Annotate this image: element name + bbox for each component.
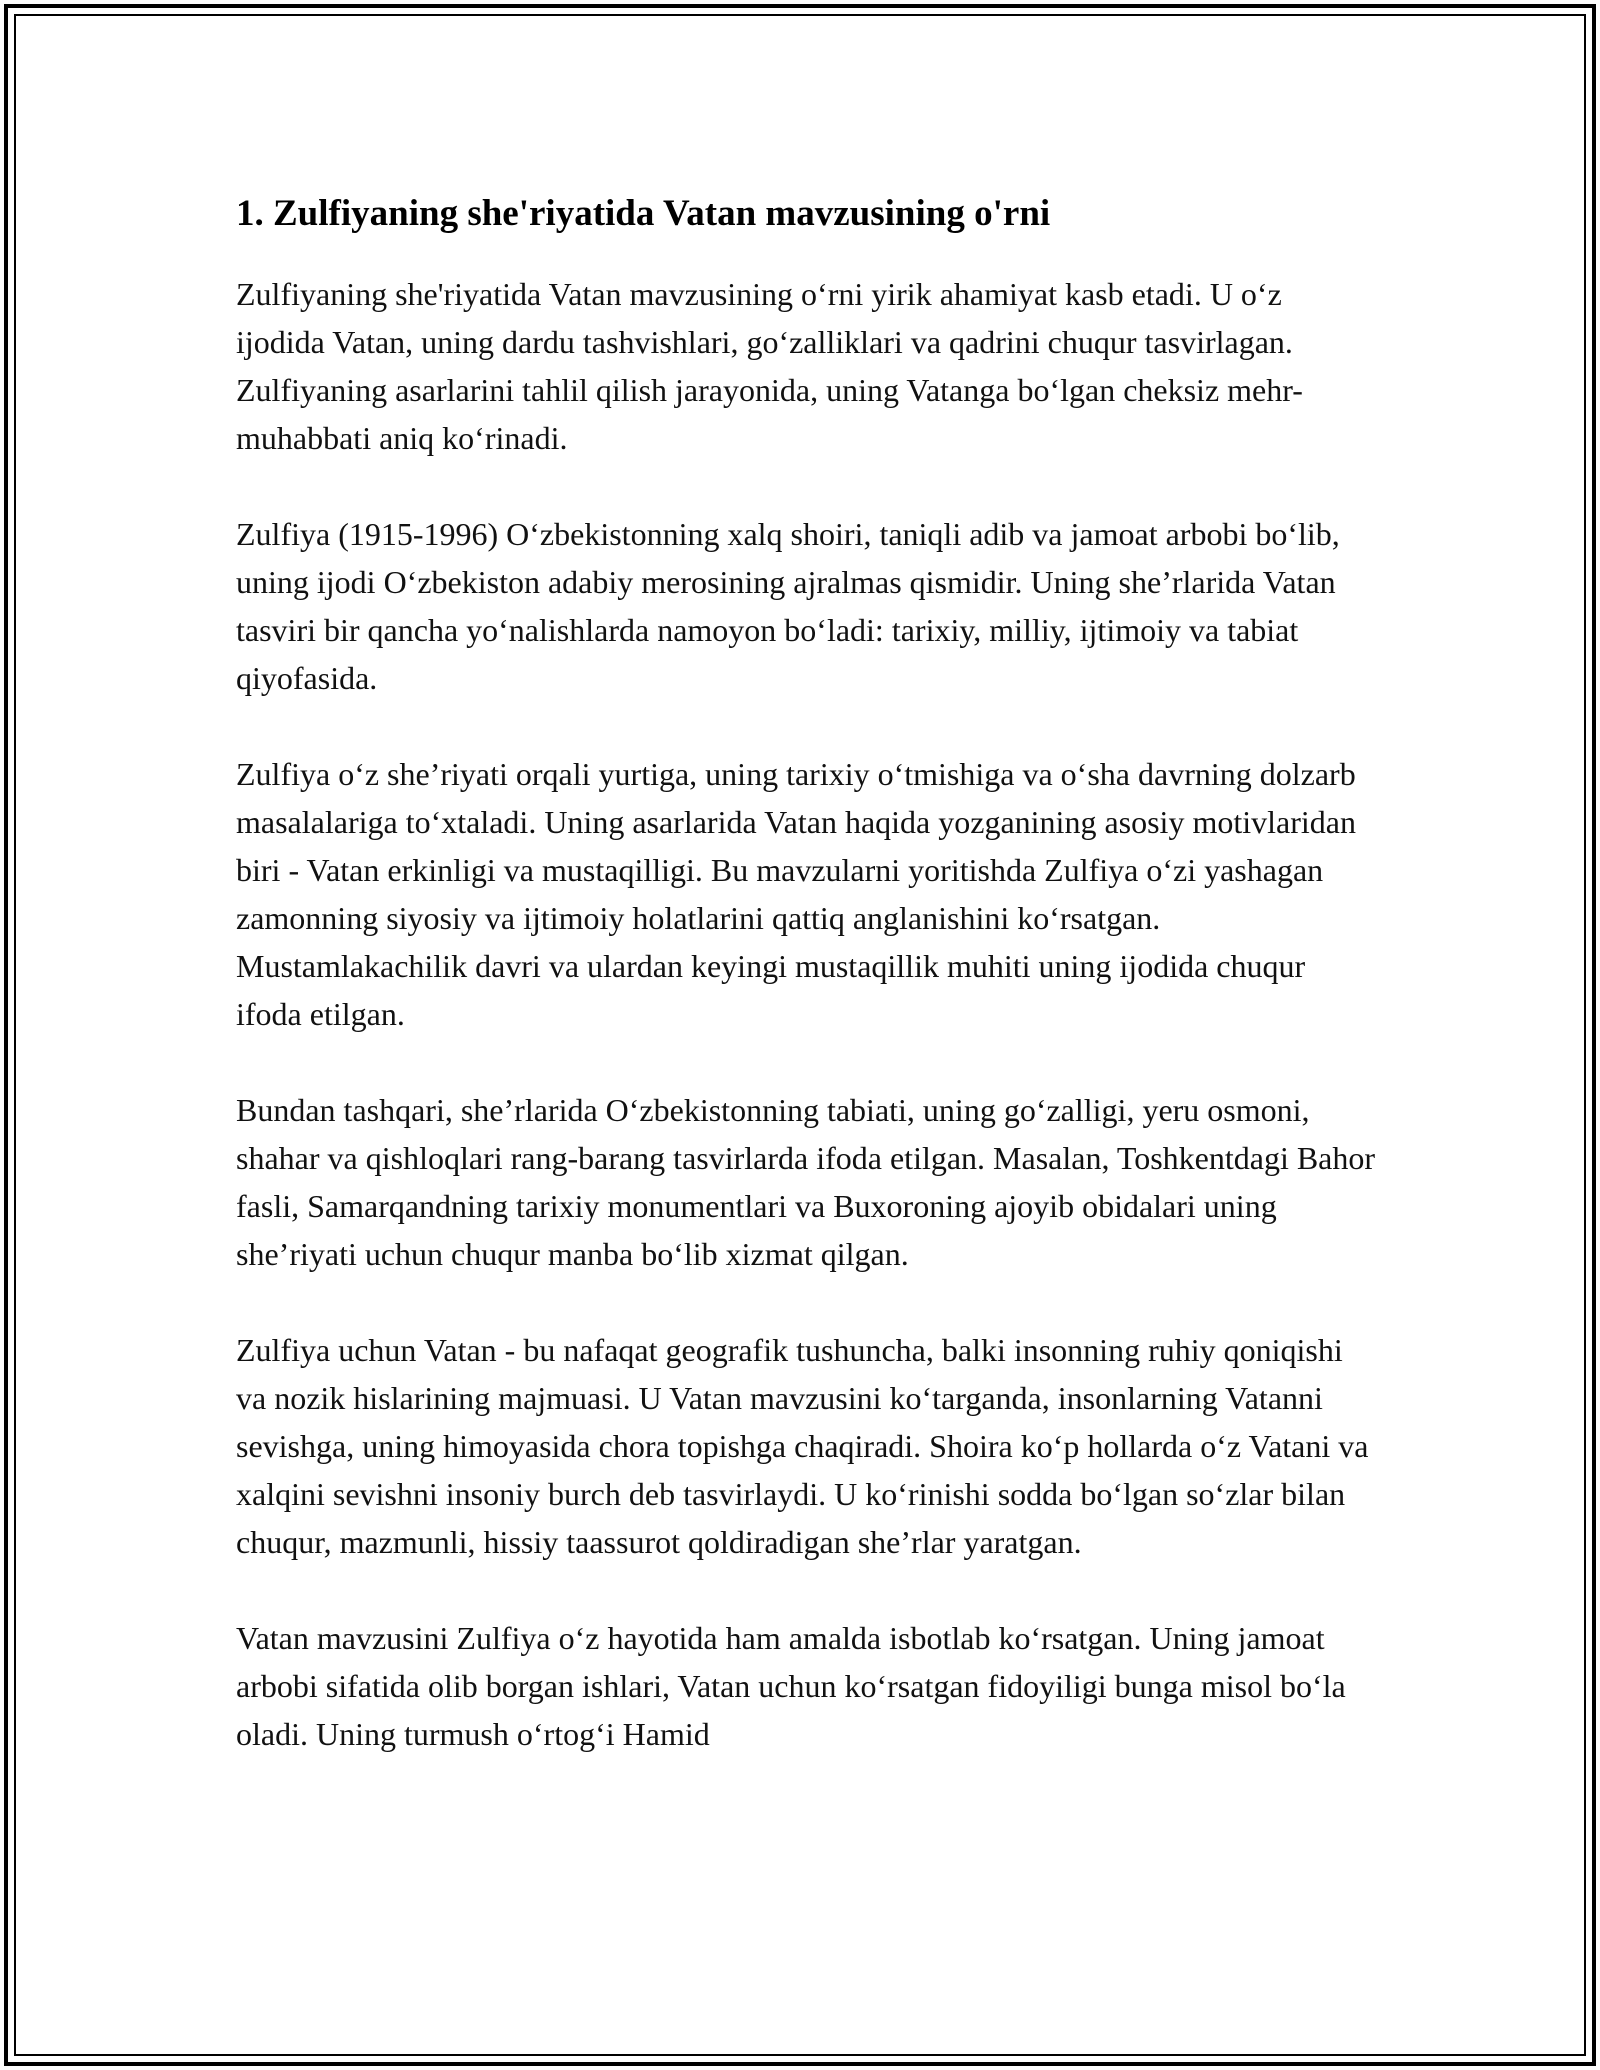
document-body xyxy=(236,184,1376,1758)
paragraph-1: Zulfiyaning she'riyatida Vatan mavzusining o‘rni yirik ahamiyat kasb etadi. U o‘z ijodida Vatan, uning dardu tashvishlari, go‘zalliklari va qadrini chuqur tasvirlagan. Zulfiyaning asarlarini tahlil qilish jarayonida, uning Vatanga bo‘lgan cheksiz mehr-muhabbati aniq ko‘rinadi. xyxy=(236,276,1303,456)
paragraph-5: Zulfiya uchun Vatan - bu nafaqat geografik tushuncha, balki insonning ruhiy qoniqishi va nozik hislarining majmuasi. U Vatan mavzusini ko‘targanda, insonlarning Vatanni sevishga, uning himoyasida chora topishga chaqiradi. Shoira ko‘p hollarda o‘z Vatani va xalqini sevishni insoniy burch deb tasvirlaydi. U ko‘rinishi sodda bo‘lgan so‘zlar bilan chuqur, mazmunli, hissiy taassurot qoldiradigan she’rlar yaratgan. xyxy=(236,1332,1369,1560)
paragraph-6: Vatan mavzusini Zulfiya o‘z hayotida ham amalda isbotlab ko‘rsatgan. Uning jamoat arbobi sifatida olib borgan ishlari, Vatan uchun ko‘rsatgan fidoyiligi bunga misol bo‘la oladi. Uning turmush o‘rtog‘i Hamid xyxy=(236,1620,1346,1752)
section-heading: 1. Zulfiyaning she'riyatida Vatan mavzusining o'rni xyxy=(236,193,1051,234)
paragraph-4: Bundan tashqari, she’rlarida O‘zbekistonning tabiati, uning go‘zalligi, yeru osmoni, shahar va qishloqlari rang-barang tasvirlarda ifoda etilgan. Masalan, Toshkentdagi Bahor fasli, Samarqandning tarixiy monumentlari va Buxoroning ajoyib obidalari uning she’riyati uchun chuqur manba bo‘lib xizmat qilgan. xyxy=(236,1092,1376,1272)
paragraph-3: Zulfiya o‘z she’riyati orqali yurtiga, uning tarixiy o‘tmishiga va o‘sha davrning dolzarb masalalariga to‘xtaladi. Uning asarlarida Vatan haqida yozganining asosiy motivlaridan biri - Vatan erkinligi va mustaqilligi. Bu mavzularni yoritishda Zulfiya o‘zi yashagan zamonning siyosiy va ijtimoiy holatlarini qattiq anglanishini ko‘rsatgan. Mustamlakachilik davri va ulardan keyingi mustaqillik muhiti uning ijodida chuqur ifoda etilgan. xyxy=(236,756,1356,1032)
paragraph-2: Zulfiya (1915-1996) O‘zbekistonning xalq shoiri, taniqli adib va jamoat arbobi bo‘lib, uning ijodi O‘zbekiston adabiy merosining ajralmas qismidir. Uning she’rlarida Vatan tasviri bir qancha yo‘nalishlarda namoyon bo‘ladi: tarixiy, milliy, ijtimoiy va tabiat qiyofasida. xyxy=(236,516,1340,696)
